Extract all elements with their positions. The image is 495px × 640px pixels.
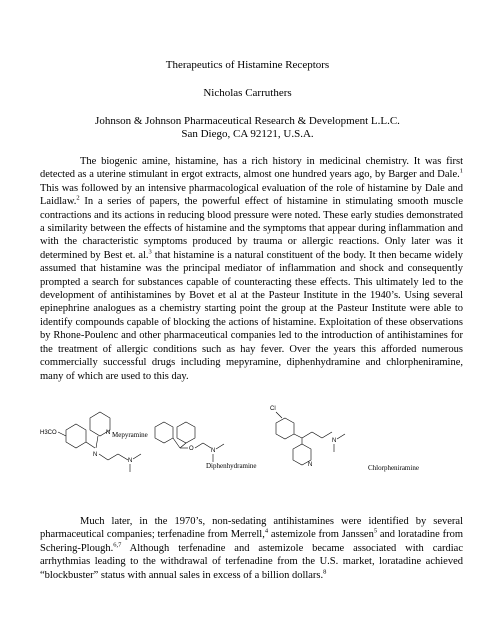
reference-1: 1 xyxy=(459,167,463,175)
bond xyxy=(173,438,180,448)
bond xyxy=(203,443,211,448)
bond xyxy=(195,443,203,448)
diphenhydramine-label: Diphenhydramine xyxy=(206,462,257,470)
mepyramine-label: Mepyramine xyxy=(112,431,148,439)
atom-n-pyridine: N xyxy=(106,430,111,436)
diphenhydramine-structure xyxy=(155,422,257,470)
atom-n: N xyxy=(93,452,98,458)
atom-o: O xyxy=(189,446,194,452)
atom-n-amine: N xyxy=(211,448,216,454)
reference-6-7: 6,7 xyxy=(113,541,122,549)
reference-3: 3 xyxy=(148,248,152,256)
bond xyxy=(58,432,66,436)
bond xyxy=(180,443,186,448)
text-segment: Much later, in the 1970’s, non-sedating antihistamines were identified by several pharmaceutical companies; terfenadine from Merrell, xyxy=(40,516,463,541)
text-segment: In a series of papers, the powerful effect of histamine in stimulating smooth muscle contractions and its actions in reducing blood pressure were noted. These early studies demonstrated a similarity between the effects of histamine and the symptoms that appear during inflammation and with the characteristic symptoms produced by trauma or allergic reactions. Only later was it determined by Best et. al. xyxy=(40,196,463,261)
benzene-ring xyxy=(66,424,86,448)
chlorpheniramine-structure xyxy=(270,406,419,472)
bond xyxy=(133,454,141,459)
reference-2: 2 xyxy=(76,194,80,202)
bond xyxy=(108,454,118,460)
bond xyxy=(86,442,95,448)
reference-8: 8 xyxy=(323,568,327,576)
bond xyxy=(99,454,108,460)
bond xyxy=(322,432,332,438)
bond xyxy=(337,434,345,439)
chlorophenyl-ring xyxy=(276,418,294,439)
affiliation-line-1: Johnson & Johnson Pharmaceutical Research & Development L.L.C. xyxy=(95,115,400,127)
text-segment: and loratadine from Schering-Plough. xyxy=(40,529,464,554)
atom-cl: Cl xyxy=(270,406,276,412)
affiliation xyxy=(0,115,495,141)
text-segment: Although terfenadine and astemizole became associated with cardiac arrhythmias leading to the withdrawal of terfenadine from the U.S. market, loratadine achieved “blockbuster” status with annual sales in excess of a billion dollars. xyxy=(40,542,463,581)
affiliation-line-2: San Diego, CA 92121, U.S.A. xyxy=(181,128,314,140)
text-segment: astemizole from Janssen xyxy=(268,529,374,541)
chemical-structures-figure xyxy=(40,404,470,504)
text-segment: This was followed by an intensive pharmacological evaluation of the role of histamine by Dale and Laidlaw. xyxy=(40,182,463,208)
atom-n-pyridine: N xyxy=(308,462,313,468)
paragraph-intro xyxy=(40,155,463,383)
bond xyxy=(294,434,302,438)
benzene-ring xyxy=(155,422,173,443)
text-segment: The biogenic amine, histamine, has a rich history in medicinal chemistry. It was first detected as a uterine stimulant in ergot extracts, almost one hundred years ago, by Barger and Dale. xyxy=(40,156,463,181)
atom-n-amine: N xyxy=(128,458,133,464)
atom-n-amine: N xyxy=(332,438,337,444)
bond xyxy=(312,432,322,438)
paper-title: Therapeutics of Histamine Receptors xyxy=(165,59,330,71)
paragraph-non-sedating xyxy=(40,515,463,582)
bond xyxy=(276,412,282,418)
bond xyxy=(118,454,128,460)
author-name: Nicholas Carruthers xyxy=(203,87,292,99)
atom-h3co: H3CO xyxy=(40,430,57,436)
reference-5: 5 xyxy=(373,527,378,535)
text-segment: that histamine is a natural constituent of the body. It then became widely assumed that histamine was the principal mediator of inflammation and shock and consequently prompted a search for substances capable of counteracting these effects. This ultimately led to the development of antihistamines by Bovet et al at the Pasteur Institute in the 1940’s. Using several epinephrine analogues as a chemistry starting point the group at the Pasteur Institute were able to identify compounds capable of blocking the actions of histamine. Exploitation of these observations by Rhone-Poulenc and other pharmaceutical companies led to the introduction of antihistamines for the treatment of allergic conditions such as hay fever. Over the years this afforded numerous commercially successful drugs including mepyramine, diphenhydramine and chlorpheniramine, many of which are used to this day. xyxy=(40,249,463,382)
chlorpheniramine-label: Chlorpheniramine xyxy=(368,464,419,472)
reference-4: 4 xyxy=(264,527,269,535)
bond xyxy=(96,436,98,448)
benzene-ring xyxy=(177,422,195,443)
bond xyxy=(302,432,312,438)
bond xyxy=(216,444,224,449)
mepyramine-structure xyxy=(40,412,148,472)
structures-svg xyxy=(40,404,470,504)
